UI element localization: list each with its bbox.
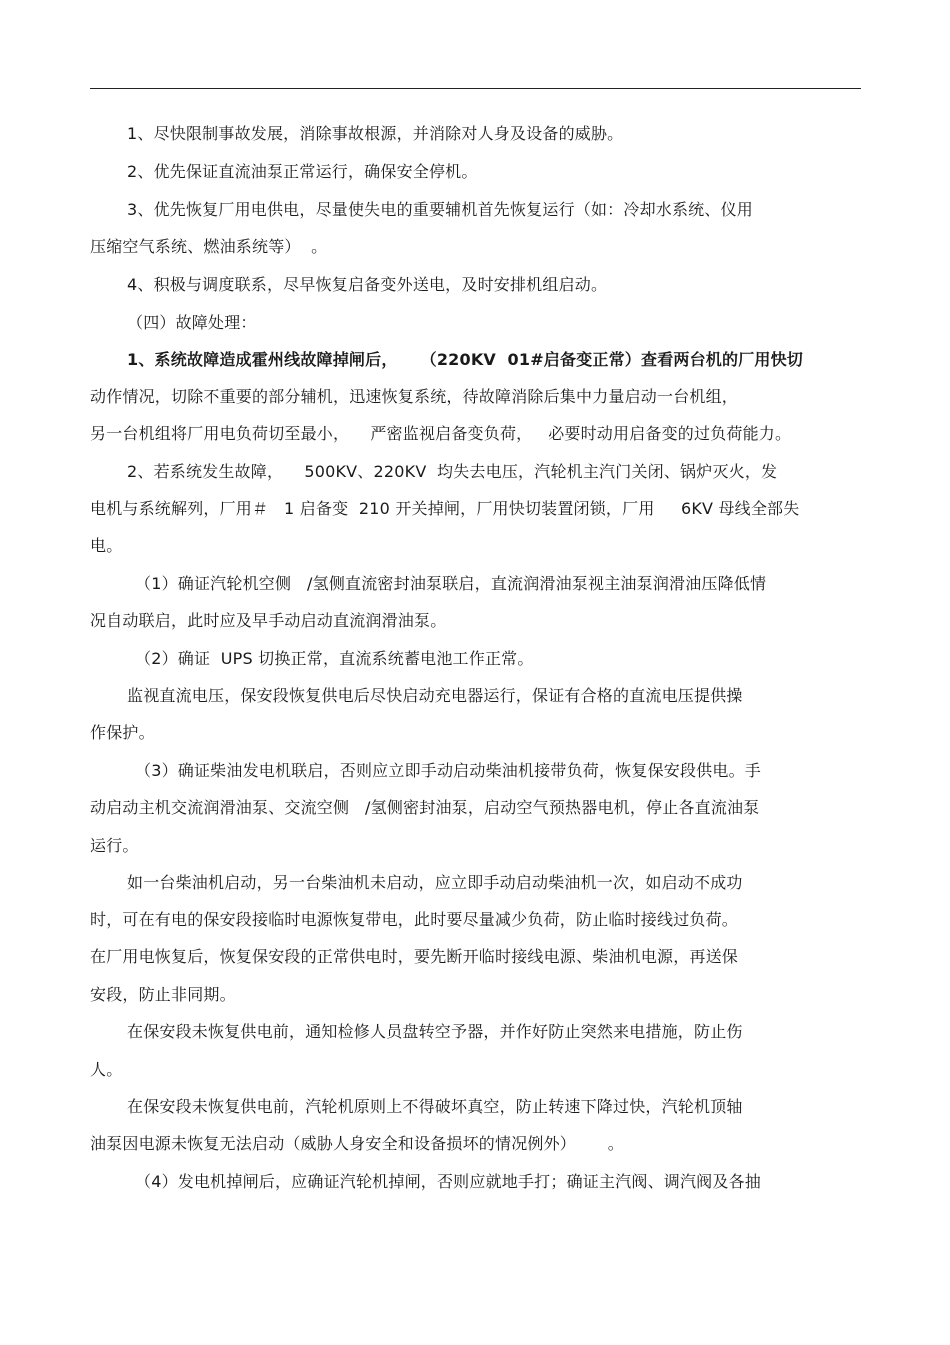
text-line: 人。: [90, 1060, 123, 1079]
text-line: 2、若系统发生故障， 500KV、220KV 均失去电压，汽轮机主汽门关闭、锅炉灭火，发: [127, 462, 778, 481]
text-line: 安段，防止非同期。: [90, 985, 236, 1004]
text-line: 如一台柴油机启动，另一台柴油机未启动，应立即手动启动柴油机一次，如启动不成功: [127, 873, 743, 892]
text-line: 压缩空气系统、燃油系统等） 。: [90, 237, 328, 256]
text-line: （1）确证汽轮机空侧 /氢侧直流密封油泵联启，直流润滑油泵视主油泵润滑油压降低情: [135, 574, 767, 593]
text-line: 作保护。: [90, 723, 155, 742]
text-line: （3）确证柴油发电机联启，否则应立即手动启动柴油机接带负荷，恢复保安段供电。手: [135, 761, 761, 780]
text-line: 时，可在有电的保安段接临时电源恢复带电，此时要尽量减少负荷，防止临时接线过负荷。: [90, 910, 739, 929]
text-line: 电机与系统解列，厂用＃ 1 启备变 210 开关掉闸，厂用快切装置闭锁，厂用 6KV 母线全部失: [90, 499, 800, 518]
text-line: 监视直流电压，保安段恢复供电后尽快启动充电器运行，保证有合格的直流电压提供操: [127, 686, 743, 705]
text-line: 动启动主机交流润滑油泵、交流空侧 /氢侧密封油泵，启动空气预热器电机，停止各直流油泵: [90, 798, 760, 817]
text-line: 另一台机组将厂用电负荷切至最小， 严密监视启备变负荷， 必要时动用启备变的过负荷能力。: [90, 424, 792, 443]
text-line: 3、优先恢复厂用电供电，尽量使失电的重要辅机首先恢复运行（如：冷却水系统、仪用: [127, 200, 753, 219]
text-line: 在保安段未恢复供电前，汽轮机原则上不得破坏真空，防止转速下降过快，汽轮机顶轴: [127, 1097, 743, 1116]
section-heading: （四）故障处理：: [127, 313, 257, 332]
text-line: 况自动联启，此时应及早手动启动直流润滑油泵。: [90, 611, 447, 630]
text-line: 1、尽快限制事故发展，消除事故根源，并消除对人身及设备的威胁。: [127, 124, 624, 143]
text-line: 4、积极与调度联系，尽早恢复启备变外送电，及时安排机组启动。: [127, 275, 608, 294]
text-line: 1、系统故障造成霍州线故障掉闸后， （220KV 01#启备变正常）查看两台机的厂用快切: [127, 350, 804, 369]
text-line: 在厂用电恢复后，恢复保安段的正常供电时，要先断开临时接线电源、柴油机电源，再送保: [90, 947, 739, 966]
text-line: 油泵因电源未恢复无法启动（威胁人身安全和设备损坏的情况例外） 。: [90, 1134, 624, 1153]
text-line: 2、优先保证直流油泵正常运行，确保安全停机。: [127, 162, 478, 181]
text-line: （4）发电机掉闸后，应确证汽轮机掉闸，否则应就地手打；确证主汽阀、调汽阀及各抽: [135, 1172, 761, 1191]
header-rule: [90, 88, 861, 89]
text-line: 电。: [90, 536, 123, 555]
text-line: 动作情况，切除不重要的部分辅机，迅速恢复系统，待故障消除后集中力量启动一台机组，: [90, 387, 739, 406]
text-line: 在保安段未恢复供电前，通知检修人员盘转空予器，并作好防止突然来电措施，防止伤: [127, 1022, 743, 1041]
text-line: 运行。: [90, 836, 139, 855]
text-line: （2）确证 UPS 切换正常，直流系统蓄电池工作正常。: [135, 649, 534, 668]
